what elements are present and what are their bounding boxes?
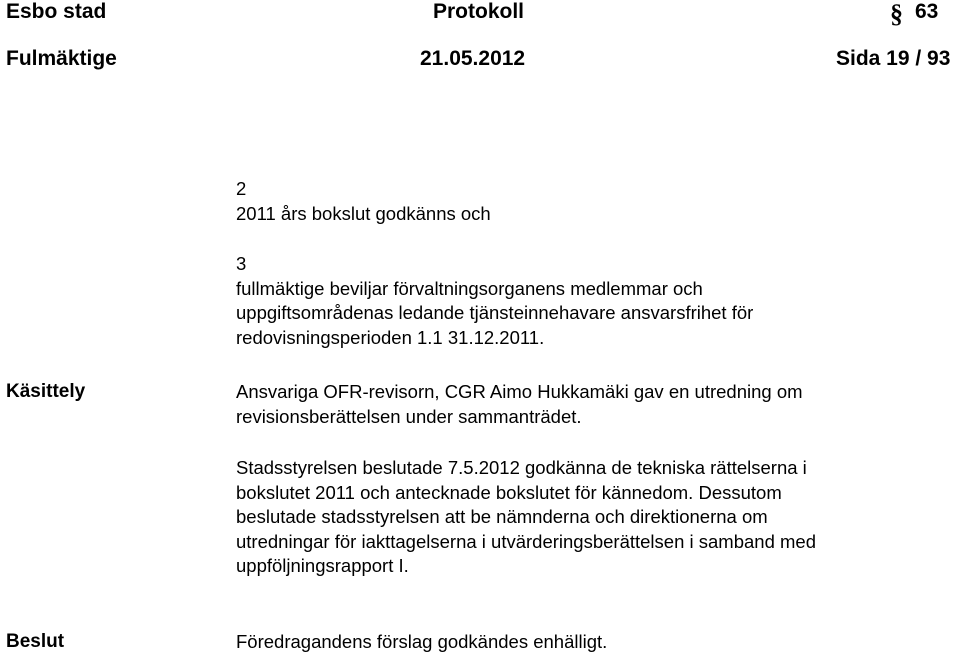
paragraph-line: beslutade stadsstyrelsen att be nämnderna och direktionerna om [236, 506, 768, 527]
header-item-number: 63 [915, 0, 939, 23]
point-text-line: redovisningsperioden 1.1 31.12.2011. [236, 326, 545, 348]
header-organization: Esbo stad [6, 0, 107, 23]
paragraph-line: uppföljningsrapport I. [236, 555, 409, 576]
point-text-line: 2011 års bokslut godkänns och [236, 202, 491, 224]
paragraph-line: utredningar för iakttagelserna i utvärderingsberättelsen i samband med [236, 530, 816, 552]
kasittely-paragraph-2 [236, 456, 954, 579]
point-number: 3 [236, 253, 247, 274]
svg-text:§: § [890, 0, 903, 27]
header-page-number: Sida 19 / 93 [836, 47, 951, 70]
header-document-type: Protokoll [433, 0, 525, 23]
point-text-line: fullmäktige beviljar förvaltningsorganens medlemmar och [236, 277, 703, 299]
proposal-point-2 [236, 177, 954, 226]
point-text-line: uppgiftsområdenas ledande tjänsteinnehavare ansvarsfrihet för [236, 302, 754, 323]
section-sign-icon [888, 0, 912, 27]
beslut-text [236, 630, 954, 655]
kasittely-label: Käsittely [6, 381, 86, 402]
paragraph-line: Stadsstyrelsen beslutade 7.5.2012 godkänna de tekniska rättelserna i [236, 457, 807, 478]
header-body: Fulmäktige [6, 47, 117, 70]
paragraph-line: Ansvariga OFR-revisorn, CGR Aimo Hukkamäki gav en utredning om [236, 381, 803, 402]
paragraph-line: revisionsberättelsen under sammanträdet. [236, 405, 582, 427]
proposal-point-3 [236, 252, 954, 350]
header-date: 21.05.2012 [420, 47, 526, 70]
decision-line: Föredragandens förslag godkändes enhälligt. [236, 631, 608, 652]
beslut-label: Beslut [6, 631, 65, 652]
paragraph-line: bokslutet 2011 och antecknade bokslutet för kännedom. Dessutom [236, 481, 782, 503]
kasittely-paragraph-1 [236, 380, 954, 429]
point-number: 2 [236, 178, 247, 199]
